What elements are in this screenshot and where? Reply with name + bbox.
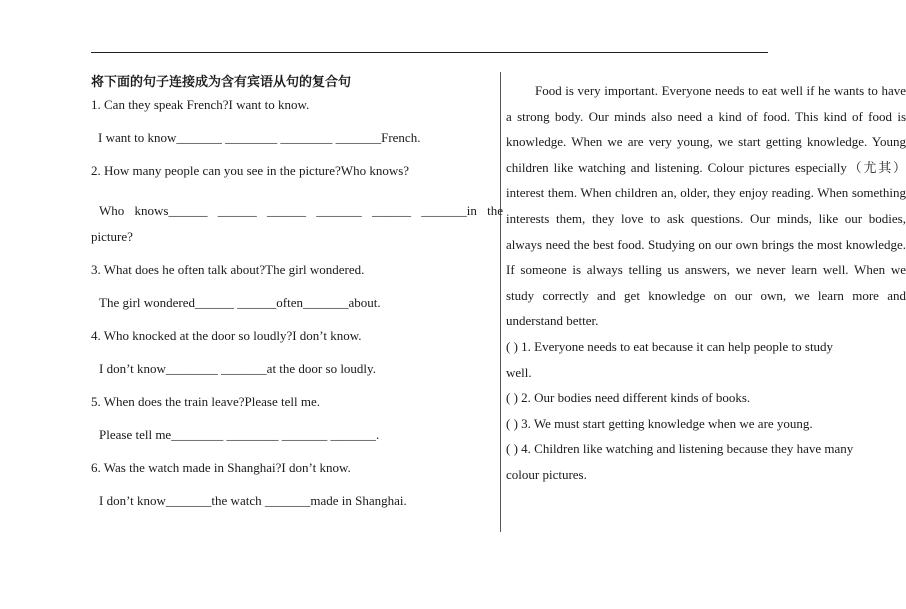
section-heading: 将下面的句子连接成为含有宾语从句的复合句 bbox=[91, 75, 352, 90]
statement-4: ( ) 4. Children like watching and listening because they have many bbox=[506, 441, 854, 457]
answer-5: Please tell me________ ________ _______ _______. bbox=[99, 427, 380, 442]
answer-4: I don’t know________ _______at the door so loudly. bbox=[99, 361, 376, 376]
column-divider bbox=[500, 72, 501, 532]
answer-2-line-2: picture? bbox=[91, 229, 133, 244]
header-rule bbox=[91, 52, 768, 53]
statement-2: ( ) 2. Our bodies need different kinds of books. bbox=[506, 390, 751, 406]
sentence-combining-section bbox=[91, 74, 503, 524]
answer-2-line-1: Who knows______ ______ ______ _______ ______ _______in the bbox=[99, 203, 503, 218]
answer-1: I want to know_______ ________ ________ _______French. bbox=[98, 130, 421, 145]
reading-passage: Food is very important. Everyone needs to eat well if he wants to have a strong body. Our minds also need a kind of food. This kind of food is knowledge. When we are very young, we start getting knowledge. Young children like watching and listening. Colour pictures especially（尤其）interest them. When children an, older, they enjoy reading. When something interests them, they love to ask questions. Our minds, like our bodies, always need the best food. Studying on our own brings the most knowledge. If someone is always telling us answers, we never learn well. When we study correctly and get knowledge on our own, we learn more and understand better. bbox=[506, 83, 906, 329]
question-3: 3. What does he often talk about?The girl wondered. bbox=[91, 262, 365, 277]
question-6: 6. Was the watch made in Shanghai?I don’t know. bbox=[91, 460, 351, 475]
reading-section bbox=[506, 78, 906, 488]
statement-4-cont: colour pictures. bbox=[506, 466, 587, 482]
answer-3: The girl wondered______ ______often_______about. bbox=[99, 295, 381, 310]
question-2: 2. How many people can you see in the picture?Who knows? bbox=[91, 163, 410, 178]
question-4: 4. Who knocked at the door so loudly?I don’t know. bbox=[91, 328, 362, 343]
question-5: 5. When does the train leave?Please tell me. bbox=[91, 394, 320, 409]
answer-6: I don’t know_______the watch _______made in Shanghai. bbox=[99, 493, 407, 508]
question-1: 1. Can they speak French?I want to know. bbox=[91, 97, 310, 112]
statement-1-cont: well. bbox=[506, 364, 532, 380]
statement-1: ( ) 1. Everyone needs to eat because it can help people to study bbox=[506, 338, 834, 354]
statement-3: ( ) 3. We must start getting knowledge when we are young. bbox=[506, 415, 813, 431]
